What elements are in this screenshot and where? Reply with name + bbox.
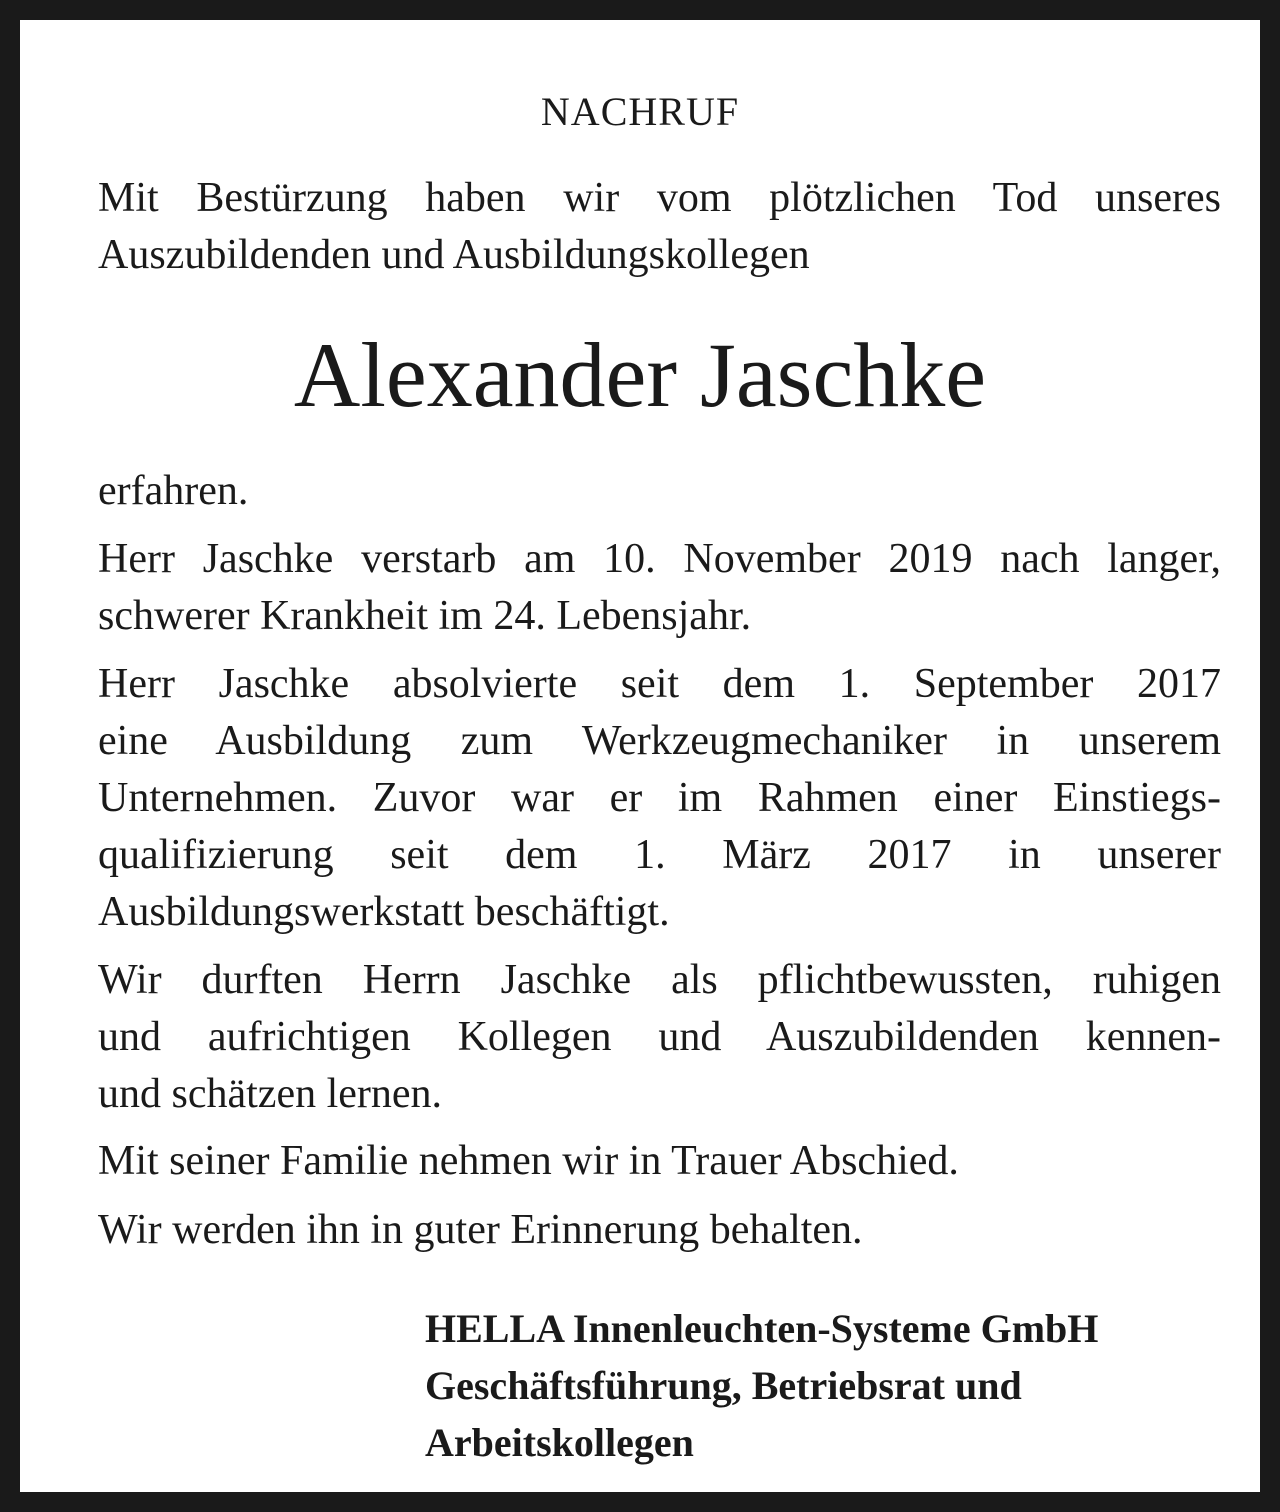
paragraph-line: schwerer Krankheit im 24. Lebensjahr. (98, 593, 752, 639)
paragraph-training (98, 656, 1221, 941)
notice-heading: NACHRUF (540, 89, 740, 134)
signature-company: HELLA Innenleuchten-Systeme GmbH (425, 1306, 1099, 1351)
paragraph-line: qualifizierung seit dem 1. März 2017 in unserer (98, 832, 1221, 878)
paragraph-line: erfahren. (98, 468, 249, 514)
paragraph-character (98, 952, 1221, 1123)
signature-line: Geschäftsführung, Betriebsrat und (425, 1363, 1022, 1408)
paragraph-line: Herr Jaschke absolvierte seit dem 1. September 2017 (98, 661, 1221, 707)
paragraph-line: eine Ausbildung zum Werkzeugmechaniker in unserem (98, 718, 1221, 764)
paragraph-erfahren (98, 463, 1221, 520)
paragraph-line: Wir durften Herrn Jaschke als pflichtbewussten, ruhigen (98, 957, 1221, 1003)
paragraph-line: und aufrichtigen Kollegen und Auszubildenden kennen- (98, 1014, 1221, 1060)
paragraph-line: Ausbildungswerkstatt beschäftigt. (98, 889, 670, 935)
paragraph-memory (98, 1202, 1221, 1259)
paragraph-line: Mit seiner Familie nehmen wir in Trauer Abschied. (98, 1138, 959, 1184)
paragraph-line: Herr Jaschke verstarb am 10. November 2019 nach langer, (98, 536, 1221, 582)
intro-line: Mit Bestürzung haben wir vom plötzlichen Tod unseres (98, 175, 1221, 221)
paragraph-line: Unternehmen. Zuvor war er im Rahmen einer Einstiegs- (98, 775, 1221, 821)
intro-paragraph (98, 170, 1221, 284)
paragraph-line: und schätzen lernen. (98, 1071, 443, 1117)
signature-block (425, 1300, 1098, 1471)
signature-line: Arbeitskollegen (425, 1420, 694, 1465)
paragraph-death (98, 531, 1221, 645)
deceased-name: Alexander Jaschke (293, 324, 987, 426)
intro-line: Auszubildenden und Ausbildungskollegen (98, 232, 810, 278)
paragraph-line: Wir werden ihn in guter Erinnerung behalten. (98, 1207, 863, 1253)
paragraph-farewell (98, 1133, 1221, 1190)
